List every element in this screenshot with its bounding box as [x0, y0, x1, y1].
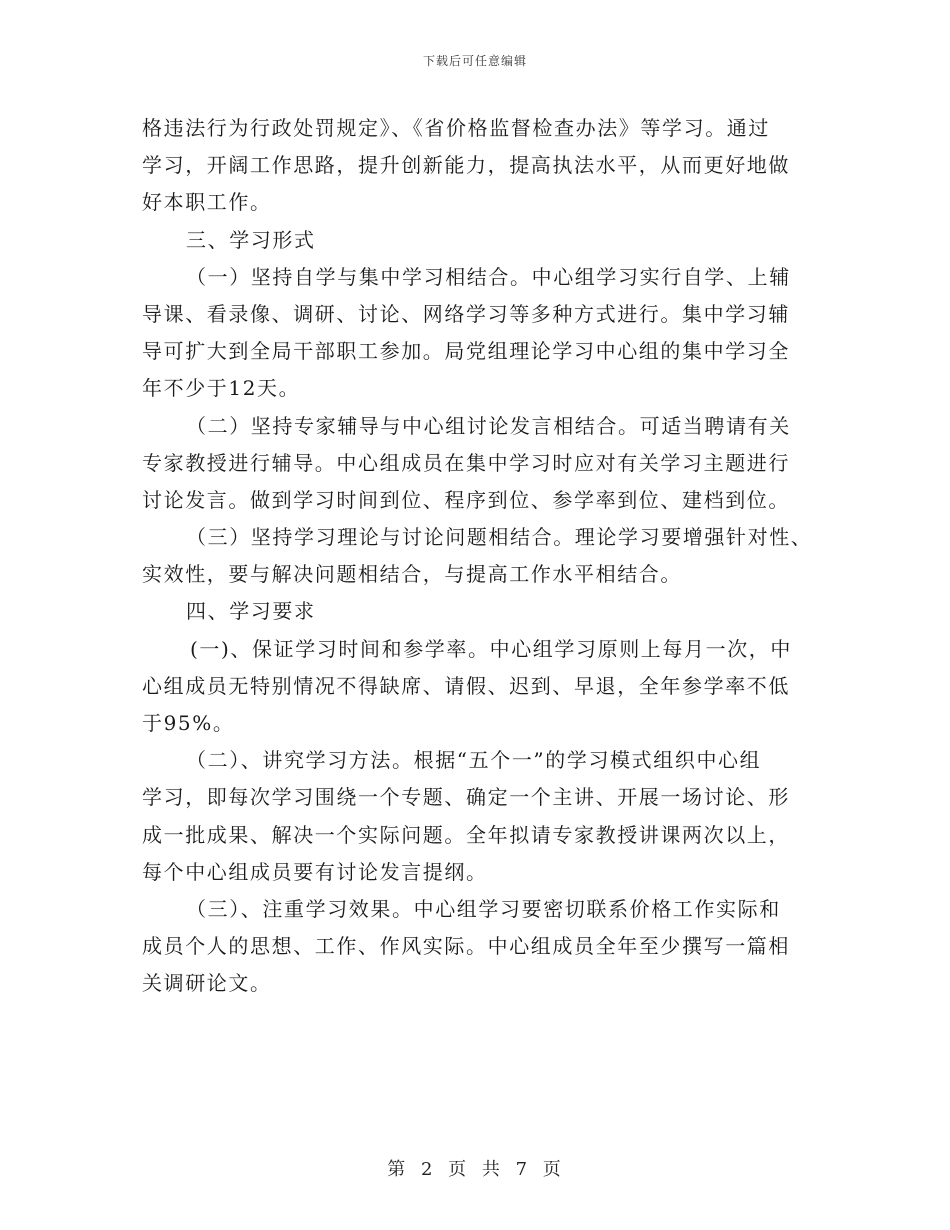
- text-line: 成员个人的思想、工作、作风实际。中心组成员全年至少撰写一篇相: [142, 934, 790, 959]
- text-line: 格违法行为行政处罚规定》、《省价格监督检查办法》等学习。通过: [142, 116, 770, 140]
- footer-total-label: 共: [481, 1159, 502, 1180]
- text-line: 关调研论文。: [142, 971, 272, 996]
- total-pages-number: 7: [515, 1159, 530, 1180]
- text-line: 好本职工作。: [142, 190, 272, 215]
- section-heading: 四、学习要求: [186, 599, 316, 624]
- paragraph-start: (一)、保证学习时间和参学率。中心组学习原则上每月一次，中: [190, 636, 793, 661]
- paragraph-start: （一）坚持自学与集中学习相结合。中心组学习实行自学、上辅: [186, 264, 791, 289]
- footer-mid: 页: [448, 1159, 469, 1180]
- page-footer: [0, 1155, 950, 1181]
- text-line: 实效性，要与解决问题相结合，与提高工作水平相结合。: [142, 562, 682, 587]
- text-line: 心组成员无特别情况不得缺席、请假、迟到、早退，全年参学率不低: [142, 673, 790, 698]
- paragraph-start: （二）、讲究学习方法。根据“五个一”的学习模式组织中心组: [186, 748, 762, 773]
- paragraph-start: （二）坚持专家辅导与中心组讨论发言相结合。可适当聘请有关: [186, 413, 791, 438]
- text-line: 导可扩大到全局干部职工参加。局党组理论学习中心组的集中学习全: [142, 339, 790, 364]
- text-line: 学习，开阔工作思路，提升创新能力，提高执法水平，从而更好地做: [142, 153, 790, 178]
- document-body: [142, 110, 812, 1003]
- text-line: 每个中心组成员要有讨论发言提纲。: [142, 859, 488, 884]
- page-header: 下载后可任意编辑: [422, 54, 527, 68]
- text-line: 讨论发言。做到学习时间到位、程序到位、参学率到位、建档到位。: [142, 487, 790, 512]
- current-page-number: 2: [420, 1159, 435, 1180]
- text-line: 年不少于12天。: [142, 376, 301, 401]
- text-line: 成一批成果、解决一个实际问题。全年拟请专家教授讲课两次以上，: [142, 822, 790, 847]
- paragraph-start: （三）坚持学习理论与讨论问题相结合。理论学习要增强针对性、: [186, 525, 813, 550]
- text-line: 学习，即每次学习围绕一个专题、确定一个主讲、开展一场讨论、形: [142, 785, 790, 810]
- text-line: 专家教授进行辅导。中心组成员在集中学习时应对有关学习主题进行: [142, 450, 790, 475]
- footer-prefix: 第: [387, 1159, 408, 1180]
- paragraph-start: （三）、注重学习效果。中心组学习要密切联系价格工作实际和: [186, 896, 781, 921]
- text-line: 导课、看录像、调研、讨论、网络学习等多种方式进行。集中学习辅: [142, 301, 790, 326]
- text-line: 于95%。: [142, 711, 235, 735]
- section-heading: 三、学习形式: [186, 227, 316, 252]
- footer-suffix: 页: [542, 1159, 563, 1180]
